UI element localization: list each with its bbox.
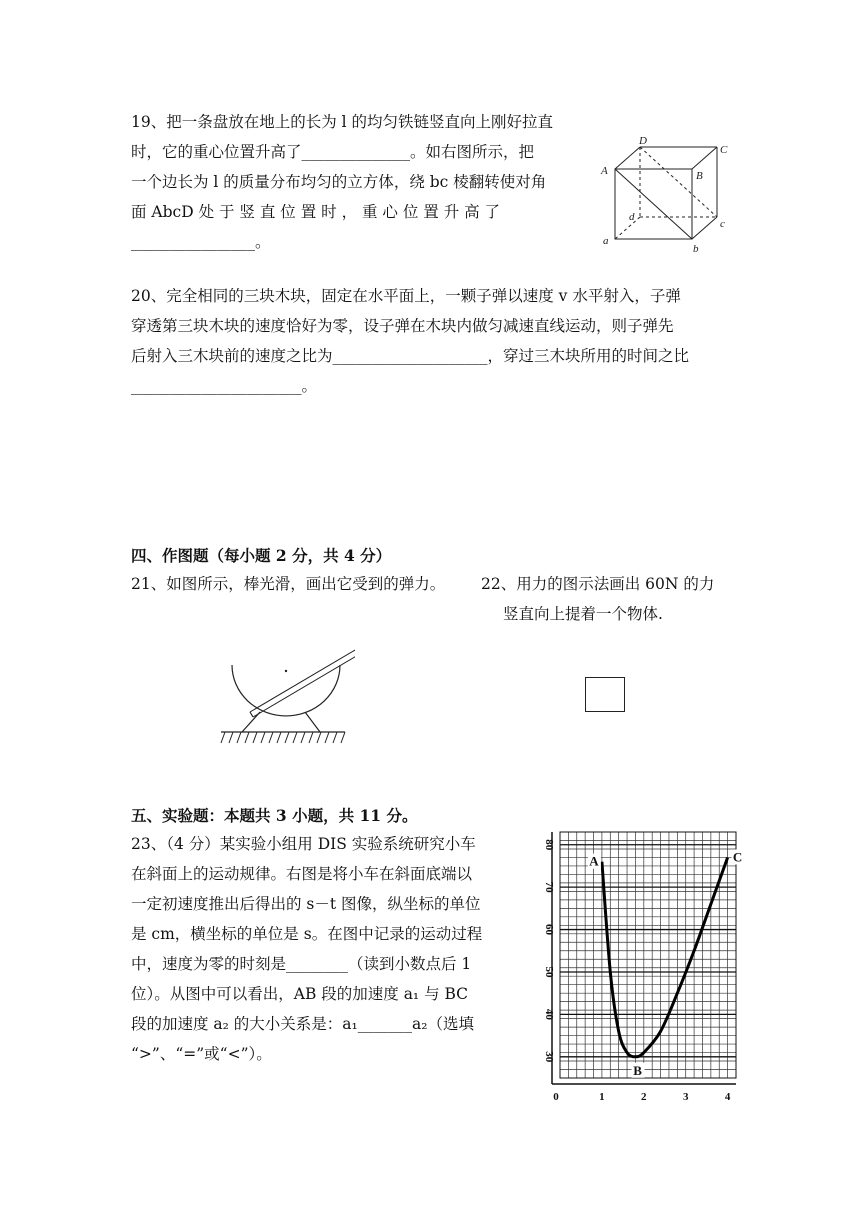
cube-label-C: C bbox=[720, 144, 728, 156]
q20-line-1: 20、完全相同的三块木块，固定在水平面上，一颗子弹以速度 v 水平射入，子弹 bbox=[131, 287, 681, 305]
point-label-C: C bbox=[732, 849, 743, 865]
q23-line-1: 23、（4 分）某实验小组用 DIS 实验系统研究小车 bbox=[131, 835, 476, 853]
q22-text-line2: 竖直向上提着一个物体. bbox=[503, 605, 663, 623]
cube-figure bbox=[595, 132, 735, 257]
point-label-A: A bbox=[589, 853, 599, 869]
x-tick-label: 1 bbox=[599, 1091, 605, 1103]
y-tick-label: 30 bbox=[543, 1051, 555, 1063]
section-5-title: 五、实验题：本题共 3 小题，共 11 分。 bbox=[131, 806, 418, 825]
q19-line-2: 时，它的重心位置升高了______________。如右图所示，把 bbox=[131, 143, 535, 161]
cube-label-b: b bbox=[693, 243, 699, 255]
q19-line-1: 19、把一条盘放在地上的长为 l 的均匀铁链竖直向上刚好拉直 bbox=[131, 113, 554, 131]
cube-label-d: d bbox=[629, 211, 635, 223]
s-t-chart bbox=[520, 820, 750, 1110]
ground-hatch bbox=[221, 732, 345, 743]
q23-line-4: 是 cm，横坐标的单位是 s。在图中记录的运动过程 bbox=[131, 925, 483, 943]
q19-line-4: 面 AbcD 处 于 竖 直 位 置 时 ， 重 心 位 置 升 高 了 bbox=[131, 203, 501, 221]
q22-text-line1: 22、用力的图示法画出 60N 的力 bbox=[481, 575, 715, 593]
q20-line-2: 穿透第三块木块的速度恰好为零，设子弹在木块内做匀减速直线运动，则子弹先 bbox=[131, 317, 674, 335]
y-tick-label: 40 bbox=[543, 1008, 555, 1020]
x-tick-label: 4 bbox=[724, 1091, 731, 1103]
x-tick-label: 3 bbox=[682, 1091, 689, 1103]
q23-line-5: 中，速度为零的时刻是________（读到小数点后 1 bbox=[131, 955, 472, 973]
q20-line-3: 后射入三木块前的速度之比为____________________，穿过三木块所用的时间之比 bbox=[131, 347, 690, 365]
y-tick-label: 80 bbox=[543, 839, 555, 851]
q23-line-2: 在斜面上的运动规律。右图是将小车在斜面底端以 bbox=[131, 865, 473, 883]
chart-grid bbox=[560, 832, 736, 1078]
bowl-center-dot bbox=[285, 670, 287, 672]
q20-line-4: ______________________。 bbox=[131, 377, 318, 395]
section-4-title: 四、作图题（每小题 2 分，共 4 分） bbox=[131, 546, 392, 565]
q23-line-6: 位）。从图中可以看出，AB 段的加速度 a₁ 与 BC bbox=[131, 985, 469, 1003]
cube-label-a: a bbox=[603, 235, 609, 247]
q19-line-3: 一个边长为 l 的质量分布均匀的立方体，绕 bc 棱翻转使对角 bbox=[131, 173, 547, 191]
x-tick-label: 0 bbox=[553, 1091, 559, 1103]
q19-line-5: ________________。 bbox=[131, 233, 271, 251]
q21-text: 21、如图所示，棒光滑，画出它受到的弹力。 bbox=[131, 575, 446, 593]
q23-line-8: “>”、“=”或“<”）。 bbox=[131, 1045, 272, 1063]
cube-label-c: c bbox=[720, 218, 725, 230]
chart-point-labels bbox=[588, 849, 745, 1077]
y-tick-label: 50 bbox=[543, 966, 555, 978]
cube-label-D: D bbox=[639, 135, 647, 147]
q23-line-7: 段的加速度 a₂ 的大小关系是：a₁_______a₂（选填 bbox=[131, 1015, 474, 1033]
x-tick-label: 2 bbox=[641, 1091, 647, 1103]
object-box bbox=[585, 677, 625, 712]
y-tick-label: 60 bbox=[543, 924, 555, 936]
cube-label-A: A bbox=[601, 165, 608, 177]
plot-frame bbox=[560, 832, 736, 1078]
bowl-rod-figure bbox=[215, 640, 355, 750]
q23-line-3: 一定初速度推出后得出的 s－t 图像，纵坐标的单位 bbox=[131, 895, 481, 913]
point-label-B: B bbox=[633, 1062, 642, 1078]
cube-label-B: B bbox=[696, 170, 703, 182]
y-tick-label: 70 bbox=[543, 881, 555, 893]
